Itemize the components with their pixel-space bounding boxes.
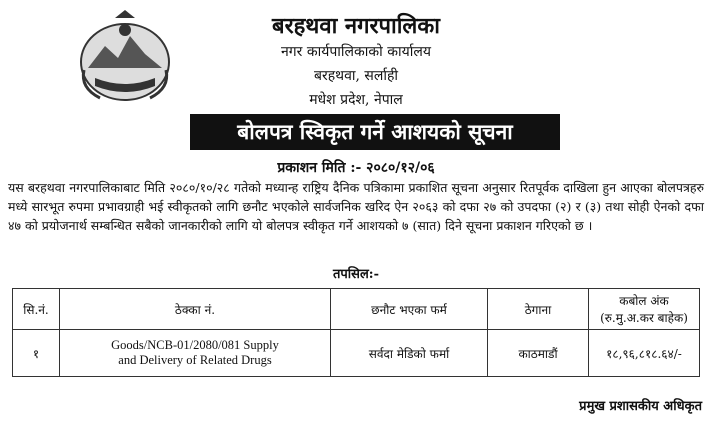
contract-line1: Goods/NCB-01/2080/081 Supply — [111, 338, 279, 352]
table-row — [13, 330, 700, 377]
header-amount-line1: कबोल अंक — [619, 294, 669, 308]
office-name: नगर कार्यपालिकाको कार्यालय — [281, 44, 431, 60]
header-firm: छनौट भएका फर्म — [331, 289, 488, 330]
cell-sn: १ — [13, 330, 60, 377]
province-country: मधेश प्रदेश, नेपाल — [309, 92, 403, 108]
notice-title: बोलपत्र स्विकृत गर्ने आशयको सूचना — [190, 114, 560, 150]
signoff-designation: प्रमुख प्रशासकीय अधिकृत — [579, 399, 702, 414]
table-header-row — [13, 289, 700, 330]
contract-line2: and Delivery of Related Drugs — [118, 353, 272, 367]
header-amount — [589, 289, 700, 330]
details-label: तपसिल:- — [333, 267, 379, 282]
notice-body: यस बरहथवा नगरपालिकाबाट मिति २०८०/१०/२८ गतेको मध्यान्ह राष्ट्रिय दैनिक पत्रिकामा प्रकाशित सूचना अनुसार रितपूर्वक दाखिला हुन आएका बोलपत्रहरु मध्ये सारभूत रुपमा प्रभावग्राही भई स्वीकृतको लागि छनौट भएकोले सार्वजनिक खरिद ऐन २०६३ को दफा २७ को उपदफा (२) र (३) तथा सोही ऐनको दफा ४७ को प्रयोजनार्थ सम्बन्धित सबैको जानकारीको लागि यो बोलपत्र स्वीकृत गर्ने आशयको ७ (सात) दिने सूचना प्रकाशन गरिएको छ । — [8, 180, 704, 233]
cell-firm: सर्वदा मेडिको फर्मा — [331, 330, 488, 377]
header-address: ठेगाना — [488, 289, 589, 330]
header-contract-no: ठेक्का नं. — [60, 289, 331, 330]
cell-contract-no — [60, 330, 331, 377]
office-address: बरहथवा, सर्लाही — [313, 68, 399, 84]
award-table — [12, 288, 700, 377]
publish-date: प्रकाशन मिति :- २०८०/१२/०६ — [277, 160, 435, 176]
organization-name: बरहथवा नगरपालिका — [272, 13, 440, 39]
cell-amount: १८,९६,८१८.६४/- — [589, 330, 700, 377]
header-sn: सि.नं. — [13, 289, 60, 330]
cell-address: काठमाडौं — [488, 330, 589, 377]
header-amount-line2: (रु.मु.अ.कर बाहेक) — [600, 311, 688, 325]
